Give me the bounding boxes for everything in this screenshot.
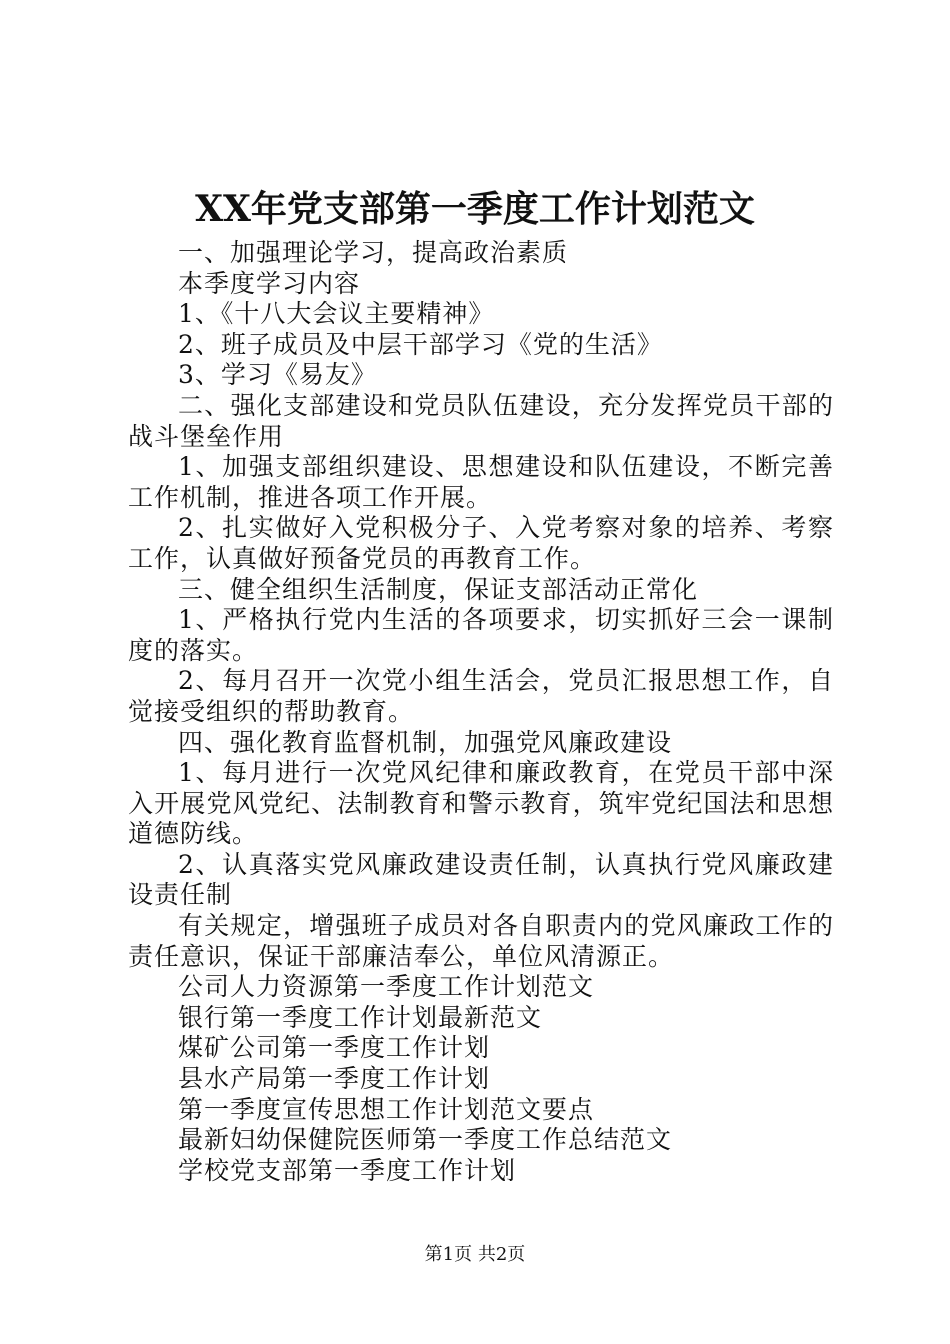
related-link-text: 公司人力资源第一季度工作计划范文 bbox=[178, 972, 595, 1002]
related-link-text: 学校党支部第一季度工作计划 bbox=[178, 1155, 517, 1185]
paragraph: 1、每月进行一次党风纪律和廉政教育，在党员干部中深入开展党风党纪、法制教育和警示教育，筑牢党纪国法和思想道德防线。 bbox=[128, 758, 834, 849]
paragraph: 3、学习《易友》 bbox=[178, 360, 377, 390]
related-link-text: 第一季度宣传思想工作计划范文要点 bbox=[178, 1094, 595, 1124]
paragraph: 2、班子成员及中层干部学习《党的生活》 bbox=[178, 329, 663, 359]
paragraph: 三、健全组织生活制度，保证支部活动正常化 bbox=[178, 574, 699, 604]
paragraph: 一、加强理论学习，提高政治素质 bbox=[178, 238, 569, 267]
paragraph: 有关规定，增强班子成员对各自职责内的党风廉政工作的责任意识，保证干部廉洁奉公，单位风清源正。 bbox=[128, 911, 834, 971]
paragraph: 2、扎实做好入党积极分子、入党考察对象的培养、考察工作，认真做好预备党员的再教育工作。 bbox=[128, 513, 834, 573]
paragraph: 2、每月召开一次党小组生活会，党员汇报思想工作，自觉接受组织的帮助教育。 bbox=[128, 666, 834, 726]
paragraph: 2、认真落实党风廉政建设责任制，认真执行党风廉政建设责任制 bbox=[128, 849, 834, 910]
page-number-footer: 第1页 共2页 bbox=[424, 1244, 526, 1265]
paragraph: 本季度学习内容 bbox=[178, 268, 361, 298]
related-link-text: 县水产局第一季度工作计划 bbox=[178, 1064, 491, 1094]
related-link-text: 最新妇幼保健院医师第一季度工作总结范文 bbox=[178, 1125, 673, 1155]
paragraph: 1、《十八大会议主要精神》 bbox=[178, 299, 495, 329]
document-title: XX年党支部第一季度工作计划范文 bbox=[195, 188, 755, 230]
related-link-text: 煤矿公司第一季度工作计划 bbox=[178, 1033, 491, 1063]
document-body bbox=[128, 238, 834, 1186]
paragraph: 二、强化支部建设和党员队伍建设，充分发挥党员干部的战斗堡垒作用 bbox=[128, 390, 834, 451]
paragraph: 1、加强支部组织建设、思想建设和队伍建设，不断完善工作机制，推进各项工作开展。 bbox=[128, 452, 834, 512]
paragraph: 1、严格执行党内生活的各项要求，切实抓好三会一课制度的落实。 bbox=[128, 605, 834, 665]
paragraph: 四、强化教育监督机制，加强党风廉政建设 bbox=[178, 727, 673, 757]
related-link-text: 银行第一季度工作计划最新范文 bbox=[178, 1002, 543, 1032]
